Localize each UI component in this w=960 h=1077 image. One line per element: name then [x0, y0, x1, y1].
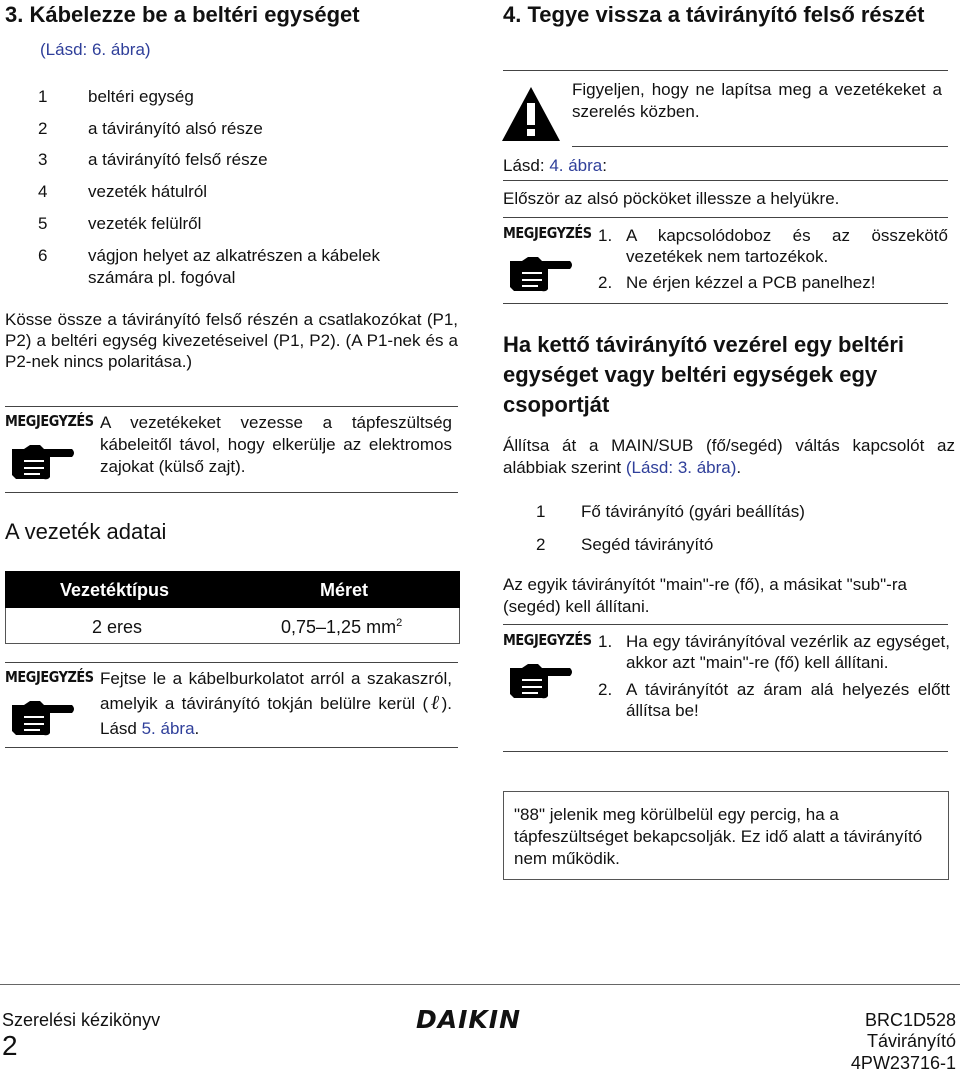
list-item: 2 a távirányító alsó része — [38, 119, 263, 138]
divider — [503, 303, 948, 304]
length-symbol: ℓ — [428, 692, 442, 714]
note-label: MEGJEGYZÉS — [5, 668, 94, 686]
divider — [5, 747, 458, 748]
info-box-text: "88" jelenik meg körülbelül egy percig, ha a tápfeszültséget bekapcsolják. Ez idő alatt a távirányító nem működik. — [514, 805, 923, 868]
manual-title: Szerelési kézikönyv — [2, 1010, 161, 1030]
warning-text: Figyeljen, hogy ne lapítsa meg a vezetékeket a szerelés közben. — [572, 80, 942, 121]
daikin-logo: DAIKIN — [416, 1005, 521, 1034]
list-item: 6 vágjon helyet az alkatrészen a kábelek számára pl. fogóval — [38, 246, 381, 287]
step3-heading: 3. Kábelezze be a beltéri egységet — [5, 2, 360, 27]
divider — [5, 406, 458, 407]
list-item: 1 beltéri egység — [38, 87, 194, 106]
page-number: 2 — [2, 1030, 18, 1061]
figure-ref-4-line: Lásd: 4. ábra: — [503, 156, 607, 175]
column-header: Méret — [320, 580, 369, 600]
note4-list — [598, 631, 950, 721]
column-header: Vezetéktípus — [60, 580, 170, 600]
list-item: 4 vezeték hátulról — [38, 182, 208, 201]
note2-text: Fejtse le a kábelburkolatot arról a szakaszról, amelyik a távirányító tokján belülre kerül (ℓ). Lásd 5. ábra. — [100, 669, 452, 738]
list-item: 1. Ha egy távirányítóval vezérlik az egységet, akkor azt "main"-re (fő) kell állítani. — [598, 632, 950, 672]
first-step-text: Először az alsó pöcköket illessze a helyükre. — [503, 189, 840, 208]
pointing-hand-icon — [10, 697, 76, 737]
divider — [572, 146, 948, 147]
main-sub-text: Az egyik távirányítót "main"-re (fő), a másikat "sub"-ra (segéd) kell állítani. — [503, 575, 907, 616]
model-number: BRC1D528 — [864, 1010, 956, 1030]
list-item: 5 vezeték felülről — [38, 214, 202, 233]
document-code: 4PW23716-1 — [850, 1053, 956, 1073]
list-item: 2. A távirányítót az áram alá helyezés előtt állítsa be! — [598, 680, 950, 720]
list-item: 2 Segéd távirányító — [536, 535, 714, 554]
table-cell: 2 eres — [92, 617, 143, 637]
note1-text: A vezetékeket vezesse a tápfeszültség kábeleitől távol, hogy elkerülje az elektromos zajokat (külső zajt). — [100, 413, 452, 476]
info-box — [503, 791, 949, 880]
switch-setting-text: Állítsa át a MAIN/SUB (fő/segéd) váltás kapcsolót az alábbiak szerint (Lásd: 3. ábra). — [503, 436, 955, 477]
footer-divider — [0, 984, 960, 985]
wire-data-heading: A vezeték adatai — [5, 519, 167, 544]
divider — [5, 492, 458, 493]
divider — [503, 217, 948, 218]
note-label: MEGJEGYZÉS — [503, 224, 592, 242]
figure-ref-4[interactable]: 4. ábra — [549, 156, 603, 175]
pointing-hand-icon — [508, 660, 574, 700]
list-item: 3 a távirányító felső része — [38, 150, 268, 169]
wire-table — [5, 571, 460, 645]
pointing-hand-icon — [508, 253, 574, 293]
list-item: 1. A kapcsolódoboz és az összekötő vezetékek nem tartozékok. — [598, 226, 948, 266]
list-item: 1 Fő távirányító (gyári beállítás) — [536, 502, 805, 521]
note-label: MEGJEGYZÉS — [503, 631, 592, 649]
product-name: Távirányító — [866, 1031, 956, 1051]
figure-ref-3[interactable]: (Lásd: 3. ábra) — [625, 458, 737, 477]
divider — [503, 751, 948, 752]
step4-heading: 4. Tegye vissza a távirányító felső részét — [503, 2, 925, 27]
pointing-hand-icon — [10, 441, 76, 481]
note-label: MEGJEGYZÉS — [5, 412, 94, 430]
table-row — [5, 608, 460, 644]
warning-icon — [500, 85, 562, 143]
divider — [503, 70, 948, 71]
note3-list — [598, 225, 948, 294]
two-controllers-heading: Ha kettő távirányító vezérel egy beltéri egységet vagy beltéri egységek egy csoportját — [503, 332, 905, 417]
table-cell: 0,75–1,25 $mm^2$ — [281, 617, 403, 637]
figure-ref-5[interactable]: 5. ábra — [141, 719, 195, 738]
connect-paragraph: Kösse össze a távirányító felső részén a csatlakozókat (P1, P2) a beltéri egység kivezetéseivel (P1, P2). (A P1-nek és a P2-nek nincs polaritása.) — [5, 310, 458, 371]
figure-ref-6[interactable]: (Lásd: 6. ábra) — [40, 40, 151, 59]
divider — [5, 662, 458, 663]
divider — [503, 180, 948, 181]
divider — [503, 624, 948, 625]
list-item: 2. Ne érjen kézzel a PCB panelhez! — [598, 273, 876, 292]
table-header — [5, 571, 460, 608]
